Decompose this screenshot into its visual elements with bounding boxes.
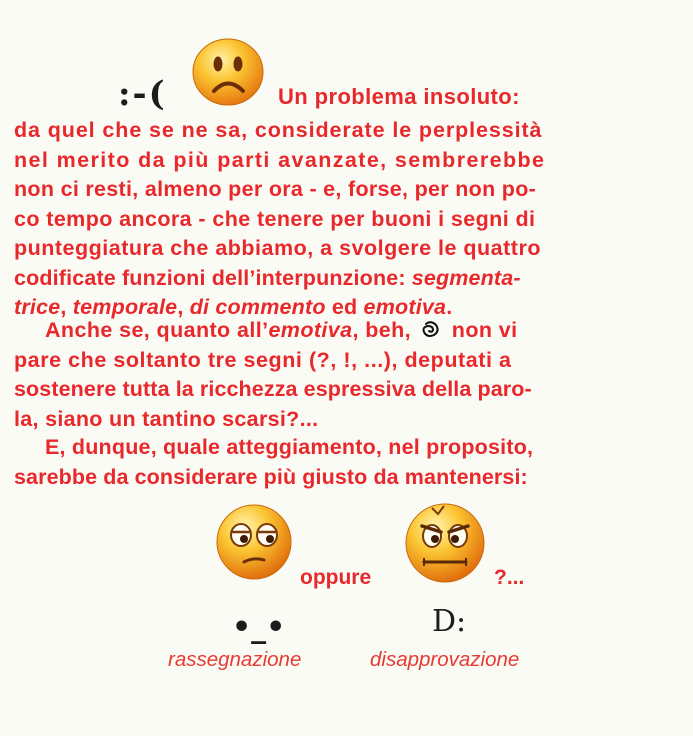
p1-line: non ci resti, almeno per ora - e, forse, per non po- bbox=[14, 177, 537, 201]
header-title: Un problema insoluto: bbox=[278, 84, 520, 109]
function-segmentatrice-cont: trice bbox=[14, 295, 61, 319]
disapproval-emoticon-text: D: bbox=[432, 604, 467, 639]
function-commento: di commento bbox=[189, 295, 326, 319]
sad-face-icon bbox=[190, 36, 266, 108]
separator: , bbox=[177, 295, 190, 319]
period: . bbox=[446, 295, 453, 319]
conjunction: ed bbox=[325, 295, 364, 319]
function-segmentatrice: segmenta- bbox=[411, 265, 521, 290]
spiral-emoticon-icon bbox=[421, 319, 441, 339]
p2-text: non vi bbox=[445, 318, 518, 342]
p2-line: pare che soltanto tre segni (?, !, ...), deputati a bbox=[14, 347, 512, 372]
paragraph-2 bbox=[14, 316, 676, 434]
p1-line bbox=[14, 264, 676, 294]
p2-text: Anche se, quanto all’ bbox=[45, 318, 269, 342]
oppure-word: oppure bbox=[300, 566, 372, 589]
caption-disapprovazione: disapprovazione bbox=[370, 648, 520, 671]
resigned-face-icon bbox=[214, 502, 294, 582]
function-emotiva: emotiva bbox=[363, 295, 447, 319]
p1-line: punteggiatura che abbiamo, a svolgere le quattro bbox=[14, 236, 541, 260]
emotiva-word: emotiva bbox=[268, 318, 353, 342]
paragraph-3 bbox=[14, 433, 676, 492]
header-emoticon: :-( bbox=[118, 74, 167, 114]
p2-line: la, siano un tantino scarsi?... bbox=[14, 406, 319, 431]
function-temporale: temporale bbox=[72, 295, 178, 319]
p1-line: da quel che se ne sa, considerate le perplessità bbox=[14, 118, 543, 142]
p1-line: co tempo ancora - che tenere per buoni i segni di bbox=[14, 206, 536, 231]
question-ellipsis: ?... bbox=[494, 566, 525, 589]
p2-text: , beh, bbox=[352, 318, 418, 342]
separator: , bbox=[60, 295, 73, 319]
p2-line bbox=[14, 316, 676, 346]
p1-line-text: codificate funzioni dell’interpunzione: bbox=[14, 265, 412, 290]
resigned-emoticon-text: •_• bbox=[232, 610, 286, 645]
p3-line: E, dunque, quale atteggiamento, nel proposito, bbox=[45, 435, 534, 459]
caption-rassegnazione: rassegnazione bbox=[168, 648, 302, 671]
disapproving-face-icon bbox=[402, 500, 488, 586]
p2-line: sostenere tutta la ricchezza espressiva della paro- bbox=[14, 377, 532, 401]
p3-line: sarebbe da considerare più giusto da mantenersi: bbox=[14, 464, 528, 489]
p1-line: nel merito da più parti avanzate, sembrerebbe bbox=[14, 147, 546, 172]
paragraph-1 bbox=[14, 116, 676, 323]
